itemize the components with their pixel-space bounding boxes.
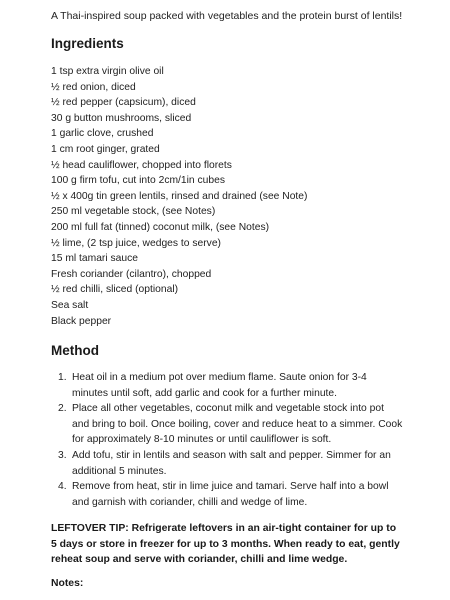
step-text: Remove from heat, stir in lime juice and tamari. Serve half into a bowl and garnish with coriander, chilli and wedge of lime. [72,481,389,508]
ingredient-item: 1 garlic clove, crushed [51,128,154,140]
recipe-intro: A Thai-inspired soup packed with vegetables and the protein burst of lentils! [51,10,403,22]
step-number: 2. [58,403,67,415]
ingredient-item: 15 ml tamari sauce [51,253,138,265]
method-step [58,448,403,479]
ingredients-heading: Ingredients [51,36,124,51]
ingredient-item: 30 g button mushrooms, sliced [51,112,192,124]
ingredient-item: ½ red chilli, sliced (optional) [51,284,179,296]
ingredient-item: 200 ml full fat (tinned) coconut milk, (see Notes) [51,221,270,233]
ingredient-item: 100 g firm tofu, cut into 2cm/1in cubes [51,175,225,187]
notes-heading: Notes: [51,578,84,589]
ingredients-list [51,64,307,329]
ingredient-item: ½ x 400g tin green lentils, rinsed and drained (see Note) [51,190,308,202]
ingredient-item: 1 tsp extra virgin olive oil [51,66,164,77]
step-text: Heat oil in a medium pot over medium flame. Saute onion for 3-4 minutes until soft, add garlic and cook for a further minute. [72,372,367,399]
ingredient-item: ½ head cauliflower, chopped into florets [51,159,232,171]
step-number: 1. [58,372,67,383]
ingredient-item: 1 cm root ginger, grated [51,143,160,155]
leftover-tip: LEFTOVER TIP: Refrigerate leftovers in an air-tight container for up to 5 days or store in freezer for up to 3 months. When ready to eat, gently reheat soup and serve with coriander, chilli and lime wedge. [51,523,400,566]
step-text: Place all other vegetables, coconut milk and vegetable stock into pot and bring to boil. Once boiling, cover and reduce heat to a simmer. Cook for approximately 8-10 minutes or until cauliflower is soft. [72,403,403,446]
ingredient-item: ½ red pepper (capsicum), diced [51,97,196,109]
ingredient-item: 250 ml vegetable stock, (see Notes) [51,206,216,218]
step-number: 3. [58,449,67,461]
method-step [58,370,403,401]
method-steps [58,370,403,510]
step-number: 4. [58,481,67,493]
ingredient-item: Fresh coriander (cilantro), chopped [51,268,212,280]
ingredient-item: Sea salt [51,299,89,311]
ingredient-item: ½ red onion, diced [51,81,136,93]
ingredient-item: Black pepper [51,315,112,327]
method-step [58,401,403,448]
method-heading: Method [51,343,99,358]
step-text: Add tofu, stir in lentils and season with salt and pepper. Simmer for an additional 5 minutes. [72,449,391,477]
method-step [58,479,403,510]
ingredient-item: ½ lime, (2 tsp juice, wedges to serve) [51,237,221,249]
